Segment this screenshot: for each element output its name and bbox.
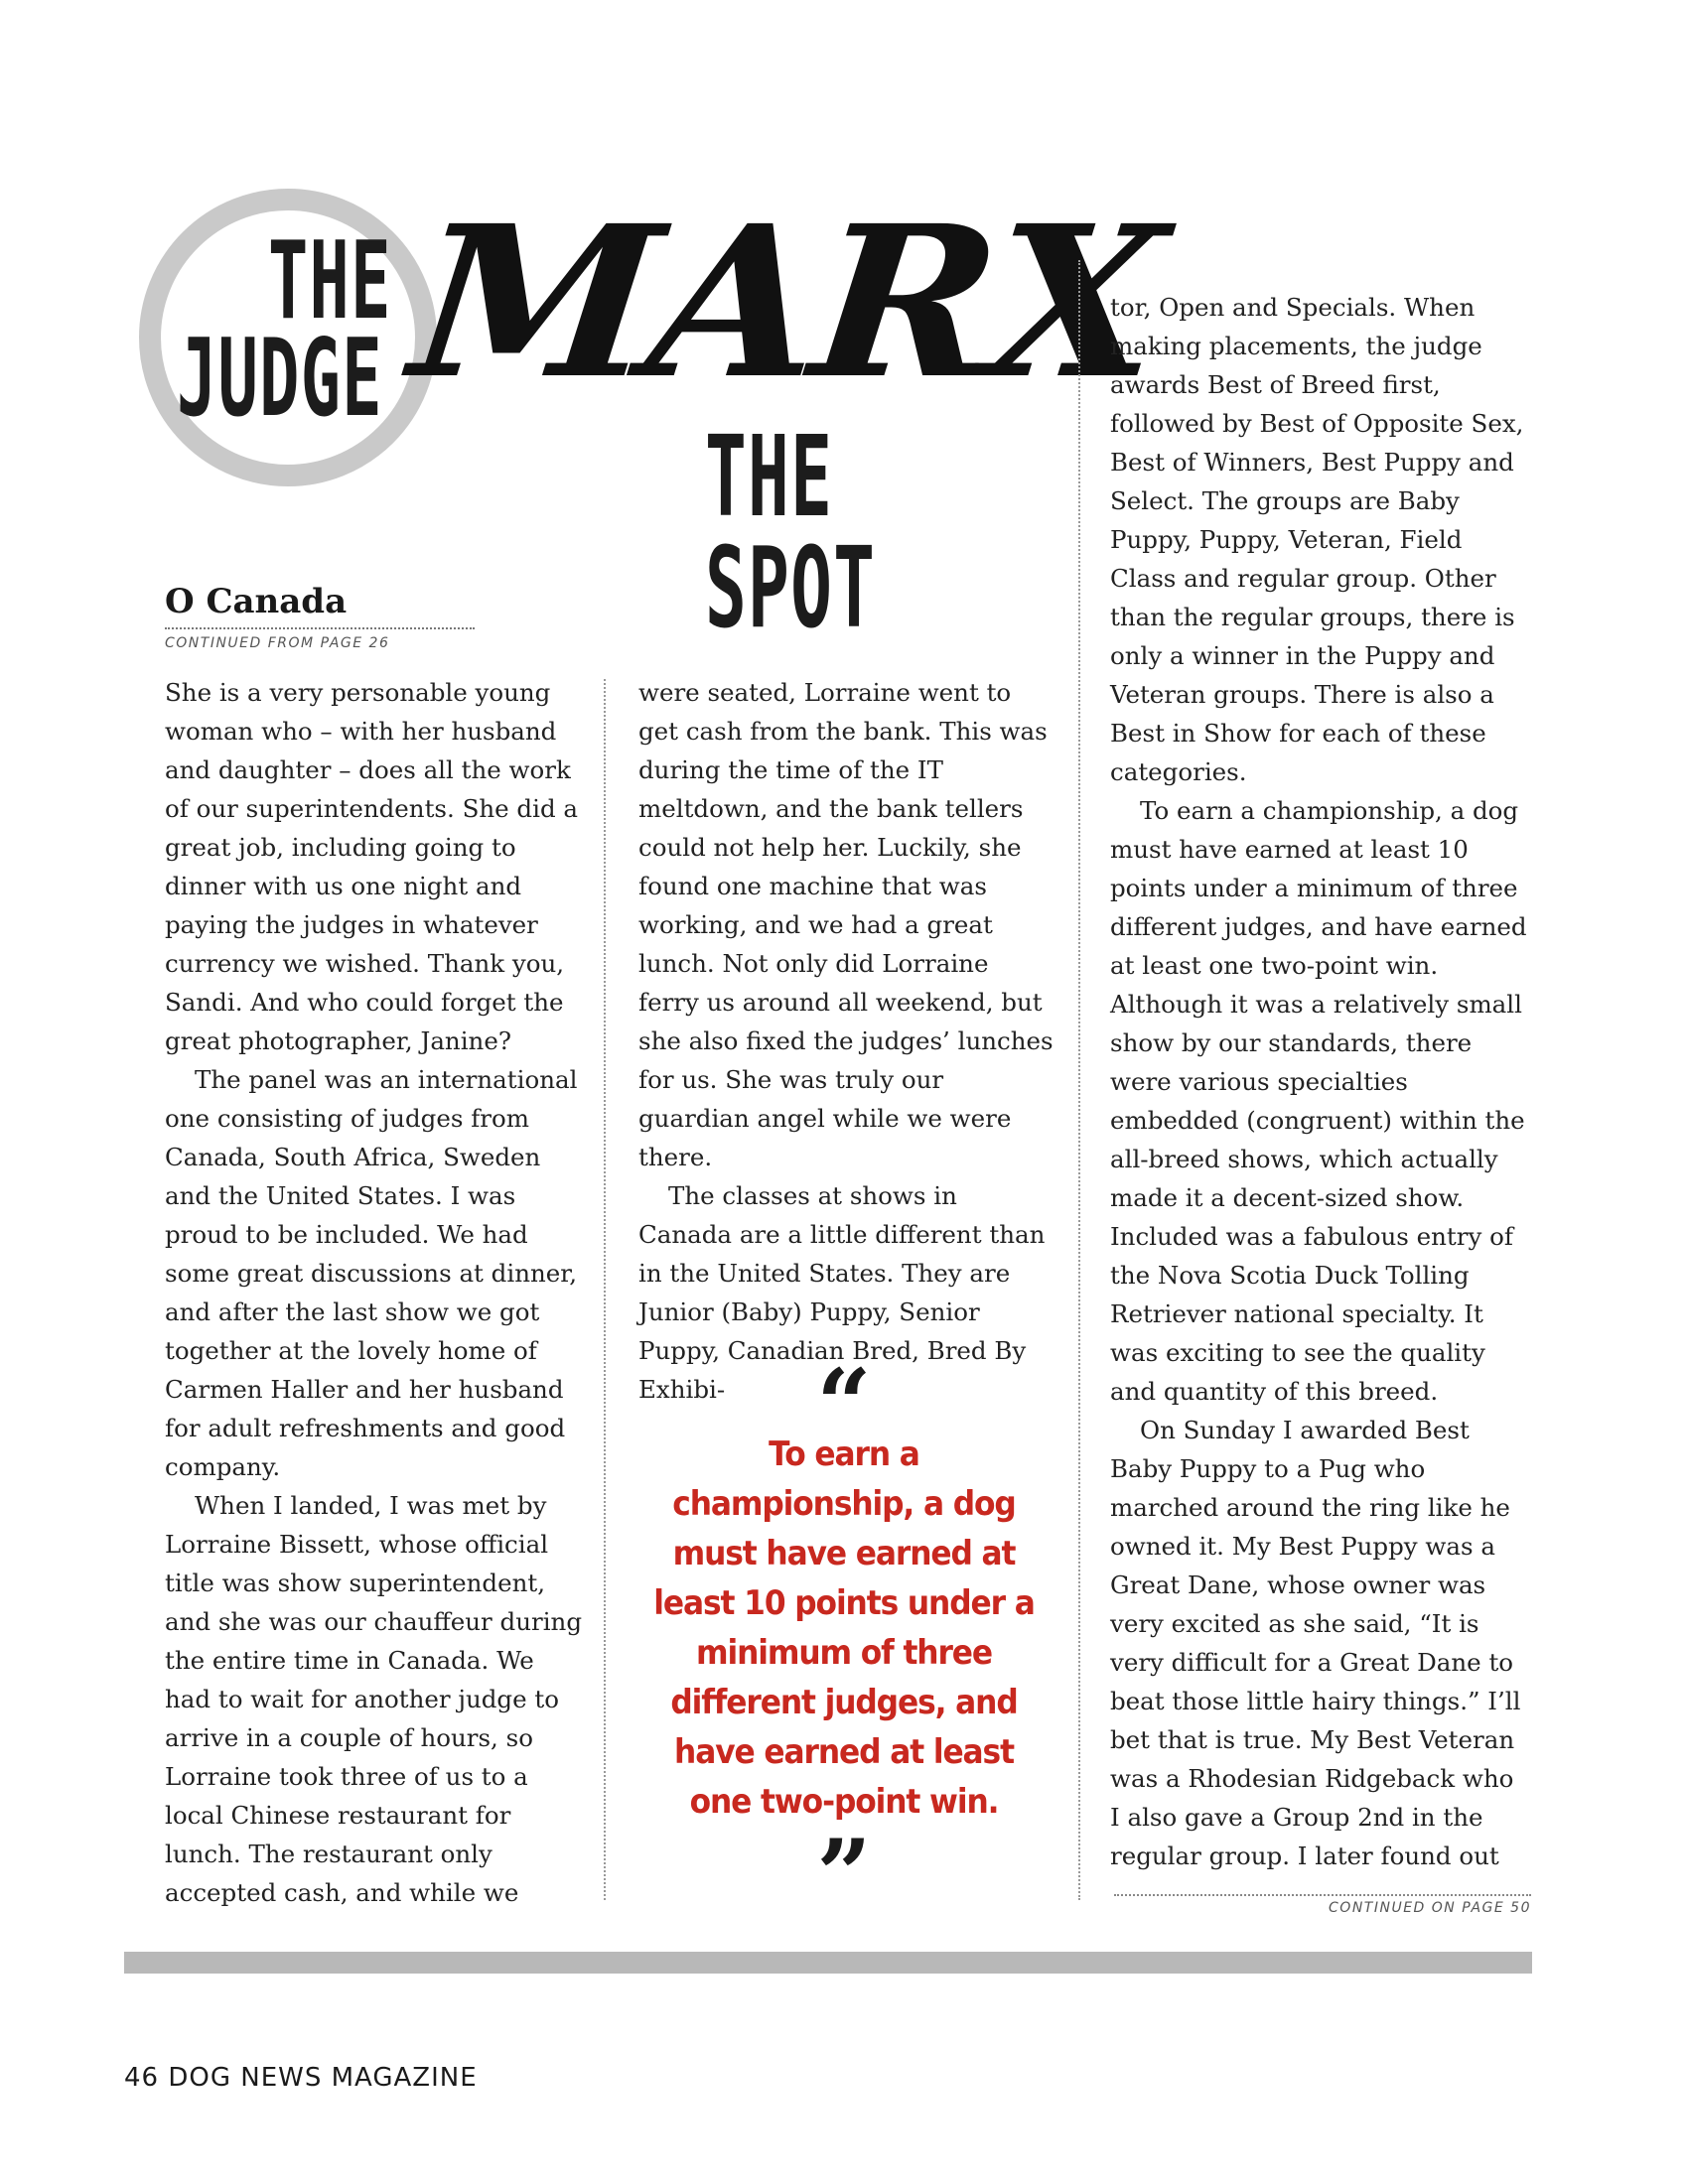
- masthead-the: THE: [268, 219, 392, 343]
- title-divider: [165, 627, 475, 629]
- masthead-the-spot: THE SPOT: [705, 413, 877, 653]
- paragraph: The panel was an international one consisting of judges from Canada, South Africa, Sweden and the United States. I was proud to be included. We had some great discussions at dinner, and after the last show we got together at the lovely home of Carmen Haller and her husband for adult refreshments and good company.: [165, 1065, 578, 1481]
- paragraph: She is a very personable young woman who – with her husband and daughter – does all the work of our superintendents. She did a great job, including going to dinner with us one night and paying the judges in whatever currency we wished. Thank you, Sandi. And who could forget the great photographer, Janine?: [165, 678, 579, 1055]
- close-quote-mark: ”: [816, 1819, 872, 1931]
- page-folio: 46 DOG NEWS MAGAZINE: [124, 2063, 478, 2093]
- continued-from-label: CONTINUED FROM PAGE 26: [165, 635, 390, 651]
- paragraph: tor, Open and Specials. When making placements, the judge awards Best of Breed first, followed by Best of Opposite Sex, Best of Winners, Best Puppy and Select. The groups are Baby Puppy, Puppy, Veteran, Field Class and regular group. Other than the regular groups, there is only a winner in the Puppy and Veteran groups. There is also a Best in Show for each of these categories.: [1110, 293, 1524, 786]
- masthead-marx: MARX: [401, 180, 1169, 425]
- continued-divider: [1114, 1894, 1531, 1896]
- paragraph: On Sunday I awarded Best Baby Puppy to a Pug who marched around the ring like he owned it. My Best Puppy was a Great Dane, whose owner was very excited as she said, “It is very difficult for a Great Dane to beat those little hairy things.” I’ll bet that is true. My Best Veteran was a Rhodesian Ridgeback who I also gave a Group 2nd in the regular group. I later found out: [1110, 1416, 1521, 1870]
- article-column-3: [1110, 288, 1527, 1875]
- footer-bar: [124, 1952, 1532, 1974]
- open-quote-mark: “: [816, 1348, 872, 1460]
- article-column-2: [638, 673, 1055, 1409]
- paragraph: When I landed, I was met by Lorraine Bissett, whose official title was show superintendent, and she was our chauffeur during the entire time in Canada. We had to wait for another judge to arrive in a couple of hours, so Lorraine took three of us to a local Chinese restaurant for lunch. The restaurant only accepted cash, and while we: [165, 1491, 583, 1907]
- masthead-judge: JUDGE: [177, 317, 383, 441]
- column-divider: [604, 679, 606, 1900]
- article-title: O Canada: [165, 582, 348, 621]
- paragraph: To earn a championship, a dog must have earned at least 10 points under a minimum of three different judges, and have earned at least one two-point win. Although it was a relatively small show by our standards, there were various specialties embedded (congruent) within the all-breed shows, which actually made it a decent-sized show. Included was a fabulous entry of the Nova Scotia Duck Tolling Retriever national specialty. It was exciting to see the quality and quantity of this breed.: [1110, 796, 1527, 1406]
- continued-on-label: CONTINUED ON PAGE 50: [1329, 1900, 1531, 1916]
- pull-quote: [635, 1348, 1053, 1931]
- column-divider: [1078, 260, 1080, 1900]
- article-column-1: [165, 673, 586, 1912]
- paragraph: The classes at shows in Canada are a little different than in the United States. They are Junior (Baby) Puppy, Senior Puppy, Canadian Bred, Bred By Exhibi-: [638, 1181, 1046, 1404]
- pull-quote-text: To earn a championship, a dog must have earned at least 10 points under a minimum of three different judges, and have earned at least one two-point win.: [653, 1434, 1035, 1822]
- paragraph: were seated, Lorraine went to get cash from the bank. This was during the time of the IT meltdown, and the bank tellers could not help her. Luckily, she found one machine that was working, and we had a great lunch. Not only did Lorraine ferry us around all weekend, but she also fixed the judges’ lunches for us. She was truly our guardian angel while we were there.: [638, 678, 1054, 1171]
